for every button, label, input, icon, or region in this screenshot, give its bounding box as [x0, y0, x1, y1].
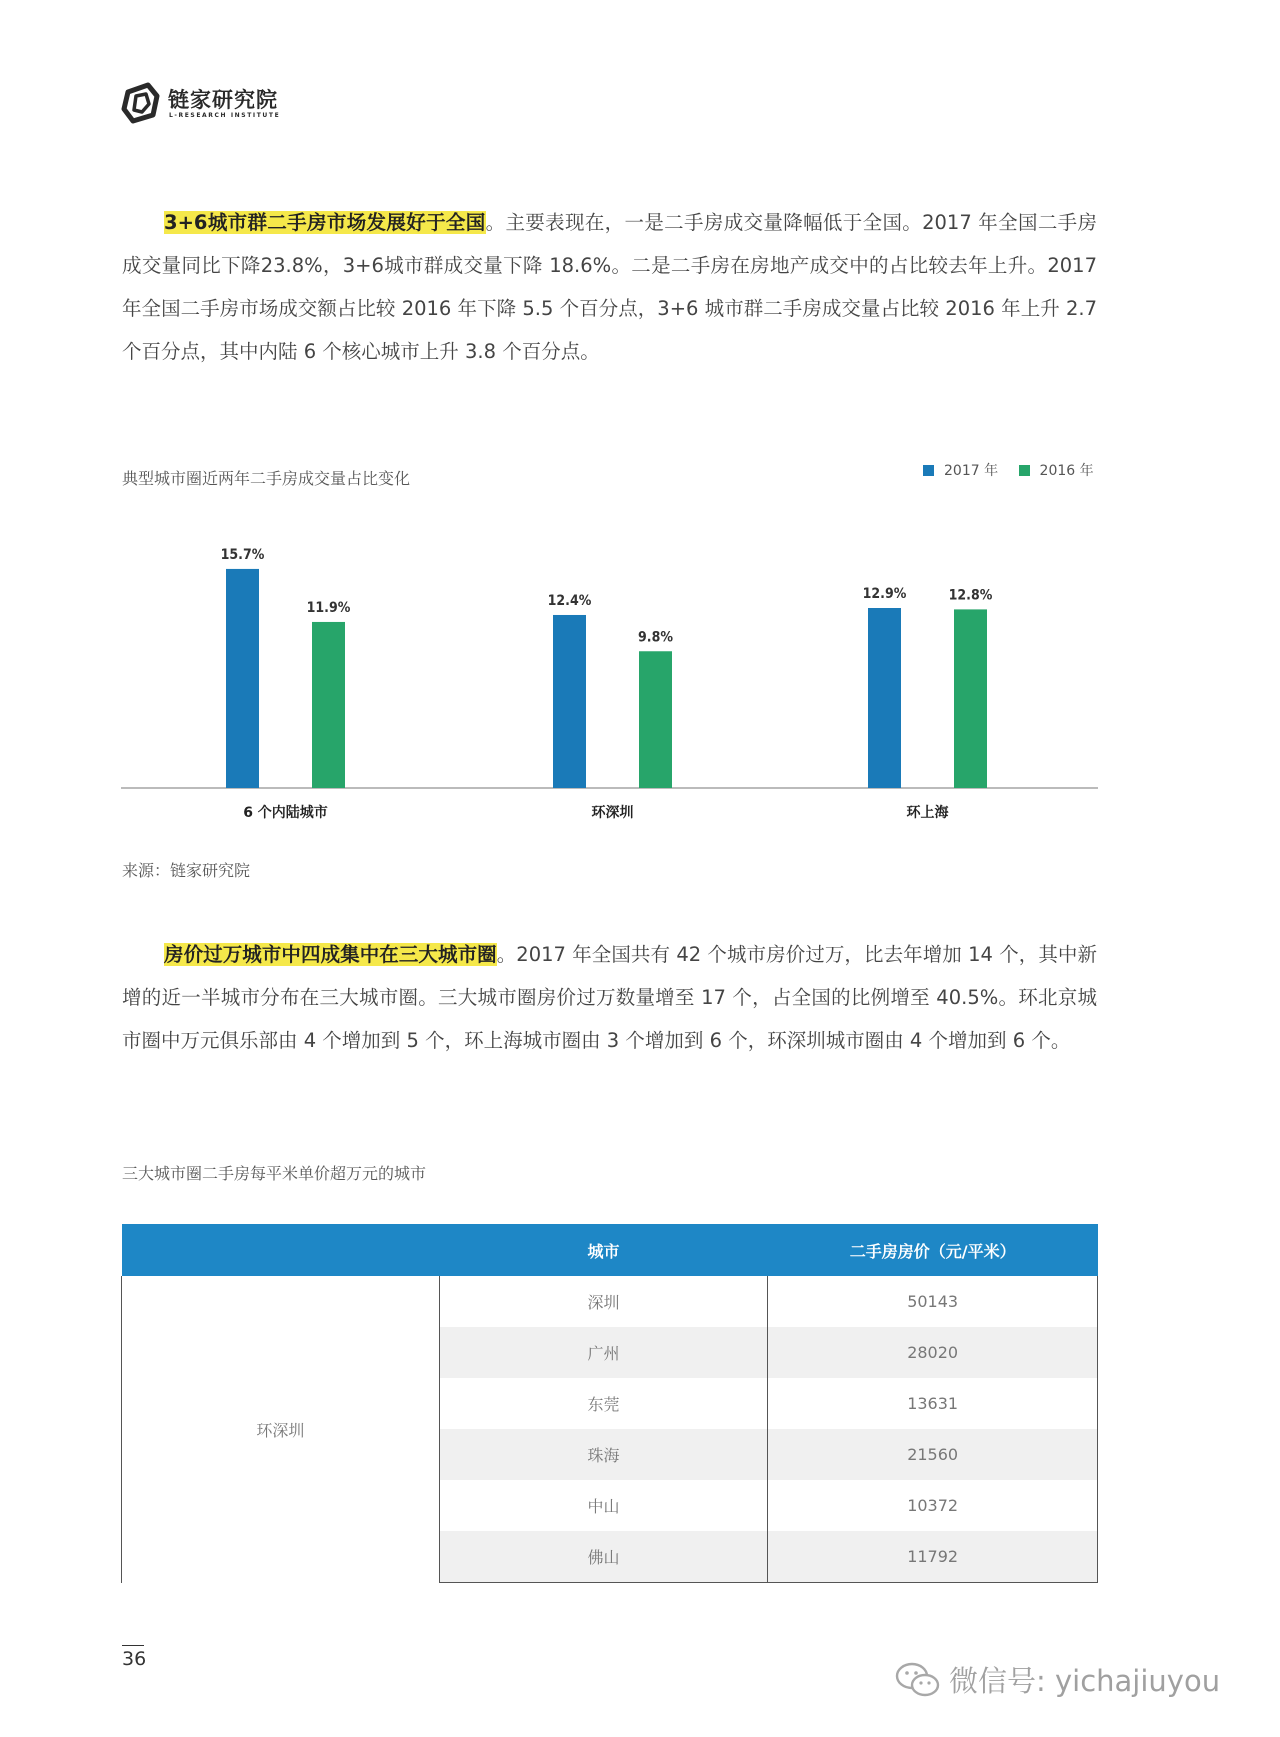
table-cell-price: 21560 — [768, 1429, 1098, 1480]
table-cell-price: 50143 — [768, 1276, 1098, 1327]
bar-2017-0 — [226, 569, 259, 788]
legend-label-2016: 2016 年 — [1039, 463, 1094, 479]
table-cell-city: 广州 — [439, 1327, 768, 1378]
data-label: 11.9% — [306, 599, 351, 616]
table-cell-price: 28020 — [768, 1327, 1098, 1378]
category-label: 环深圳 — [591, 805, 634, 821]
logo-subtext: L-RESEARCH INSTITUTE — [169, 112, 281, 119]
footer-rule — [122, 1645, 144, 1646]
price-table — [121, 1224, 1098, 1583]
table-cell-city: 东莞 — [439, 1378, 768, 1429]
table-cell-price: 13631 — [768, 1378, 1098, 1429]
highlight-heading-1: 3+6城市群二手房市场发展好于全国 — [164, 211, 486, 234]
category-label: 环上海 — [906, 805, 949, 821]
bar-2017-2 — [868, 608, 901, 788]
paragraph-2-body: 。2017 年全国共有 42 个城市房价过万，比去年增加 14 个，其中新增的近一半城市分布在三大城市圈。三大城市圈房价过万数量增至 17 个，占全国的比例增至 40.5%。环北京城市圈中万元俱乐部由 4 个增加到 5 个，环上海城市圈由 3 个增加到 6 个，环深圳城市圈由 4 个增加到 6 个。 — [122, 943, 1097, 1052]
table-cell-city: 珠海 — [439, 1429, 768, 1480]
bar-2016-0 — [312, 622, 345, 788]
paragraph-2 — [122, 933, 1097, 1062]
table-region-cell: 环深圳 — [122, 1276, 440, 1583]
chart-source: 来源：链家研究院 — [122, 861, 251, 880]
bar-chart — [0, 0, 1280, 840]
data-label: 15.7% — [220, 546, 265, 563]
table-title: 三大城市圈二手房每平米单价超万元的城市 — [122, 1164, 427, 1183]
table-cell-city: 中山 — [439, 1480, 768, 1531]
page-number: 36 — [122, 1648, 147, 1670]
wechat-icon — [895, 1660, 941, 1707]
table-cell-city: 佛山 — [439, 1531, 768, 1583]
table-cell-price: 11792 — [768, 1531, 1098, 1583]
data-label: 9.8% — [638, 629, 673, 646]
bar-2016-1 — [639, 651, 672, 788]
table-header-price: 二手房房价（元/平米） — [768, 1224, 1098, 1276]
table-header-row — [122, 1224, 1098, 1276]
highlight-heading-2: 房价过万城市中四成集中在三大城市圈 — [164, 943, 497, 966]
table-row — [122, 1276, 1098, 1327]
category-label: 6 个内陆城市 — [243, 805, 328, 821]
logo-text: 链家研究院 — [168, 88, 278, 112]
legend-label-2017: 2017 年 — [944, 463, 999, 479]
data-label: 12.4% — [547, 592, 592, 609]
watermark — [895, 1659, 1220, 1707]
paragraph-1-body: 。主要表现在，一是二手房成交量降幅低于全国。2017 年全国二手房成交量同比下降23.8%，3+6城市群成交量下降 18.6%。二是二手房在房地产成交中的占比较去年上升。2017 年全国二手房市场成交额占比较 2016 年下降 5.5 个百分点，3+6 城市群二手房成交量占比较 2016 年上升 2.7 个百分点，其中内陆 6 个核心城市上升 3.8 个百分点。 — [122, 211, 1097, 363]
table-header-city: 城市 — [439, 1224, 768, 1276]
bar-2017-1 — [553, 615, 586, 788]
watermark-text: 微信号: yichajiuyou — [949, 1664, 1221, 1698]
table-cell-price: 10372 — [768, 1480, 1098, 1531]
data-label: 12.8% — [948, 587, 993, 604]
table-cell-city: 深圳 — [439, 1276, 768, 1327]
chart-title: 典型城市圈近两年二手房成交量占比变化 — [122, 469, 411, 488]
table-header-region — [122, 1224, 440, 1276]
data-label: 12.9% — [862, 586, 907, 602]
bar-2016-2 — [954, 609, 987, 788]
